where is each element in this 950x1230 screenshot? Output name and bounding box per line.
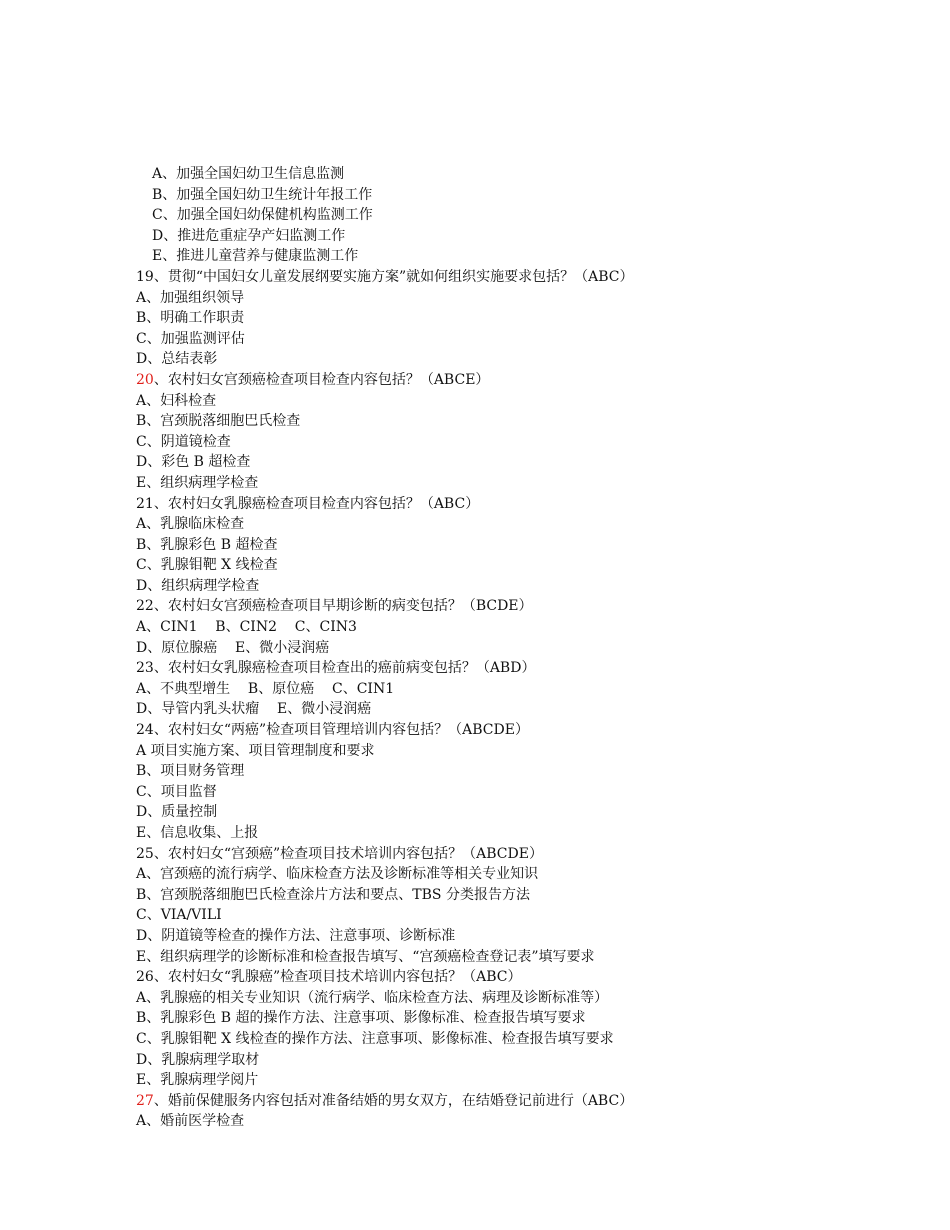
question-number: 21: [136, 495, 154, 512]
answer-option: E、乳腺病理学阅片: [136, 1072, 259, 1089]
question-line: [136, 967, 916, 988]
answer-option: A、加强组织领导: [136, 289, 245, 306]
answer-option: A、妇科检查: [136, 392, 217, 409]
answer-option: E、组织病理学的诊断标准和检查报告填写、“宫颈癌检查登记表”填写要求: [136, 948, 595, 965]
question-text: 、农村妇女“乳腺癌”检查项目技术培训内容包括？（ABC）: [153, 969, 522, 986]
answer-option: E、推进儿童营养与健康监测工作: [152, 248, 359, 265]
answer-option: A、加强全国妇幼卫生信息监测: [152, 166, 345, 182]
answer-option: D、组织病理学检查: [136, 577, 260, 594]
answer-option: B、宫颈脱落细胞巴氏检查涂片方法和要点、TBS 分类报告方法: [136, 886, 530, 903]
answer-option: D、阴道镜等检查的操作方法、注意事项、诊断标准: [136, 927, 456, 944]
answer-option: B、明确工作职责: [136, 310, 245, 327]
question-number: 26: [136, 969, 154, 986]
answer-option: A、乳腺癌的相关专业知识（流行病学、临床检查方法、病理及诊断标准等）: [136, 989, 609, 1006]
question-line: [136, 658, 916, 679]
question-line: [136, 596, 916, 617]
answer-option: A、婚前医学检查: [136, 1113, 245, 1130]
question-text: 、农村妇女乳腺癌检查项目检查出的癌前病变包括？（ABD）: [153, 660, 536, 677]
question-line: [136, 1091, 916, 1112]
answer-option: A 项目实施方案、项目管理制度和要求: [136, 742, 375, 759]
question-line: [136, 267, 916, 288]
answer-option: E、组织病理学检查: [136, 474, 259, 491]
answer-option: C、乳腺钼靶 X 线检查的操作方法、注意事项、影像标准、检查报告填写要求: [136, 1030, 614, 1047]
question-number: 22: [136, 598, 154, 615]
question-number: 24: [136, 722, 154, 739]
answer-option: B、加强全国妇幼卫生统计年报工作: [152, 186, 373, 203]
answer-option: C、项目监督: [136, 783, 217, 800]
answer-option: D、乳腺病理学取材: [136, 1051, 260, 1068]
answer-option: D、质量控制: [136, 804, 218, 821]
answer-option: D、原位腺癌 E、微小浸润癌: [136, 639, 330, 656]
answer-option: D、彩色 B 超检查: [136, 454, 251, 471]
answer-option: B、宫颈脱落细胞巴氏检查: [136, 413, 301, 430]
answer-option: D、总结表彰: [136, 351, 218, 368]
answer-option: C、加强全国妇幼保健机构监测工作: [152, 207, 373, 224]
question-number: 19: [136, 268, 154, 285]
answer-option: A、宫颈癌的流行病学、临床检查方法及诊断标准等相关专业知识: [136, 866, 539, 883]
question-number: 23: [136, 660, 154, 677]
answer-option: D、推进危重症孕产妇监测工作: [152, 227, 346, 244]
answer-option: B、项目财务管理: [136, 763, 245, 780]
document-body: [136, 164, 916, 1132]
answer-option: A、乳腺临床检查: [136, 516, 245, 533]
answer-option: C、VIA/VILI: [136, 907, 222, 924]
question-line: [136, 720, 916, 741]
question-text: 、贯彻“中国妇女儿童发展纲要实施方案”就如何组织实施要求包括？（ABC）: [153, 268, 634, 285]
answer-option: A、CIN1 B、CIN2 C、CIN3: [136, 619, 357, 636]
question-text: 、农村妇女宫颈癌检查项目早期诊断的病变包括？（BCDE）: [153, 598, 533, 615]
question-number: 25: [136, 845, 154, 862]
answer-option: E、信息收集、上报: [136, 825, 259, 841]
question-line: [136, 370, 916, 391]
question-text: 、农村妇女“宫颈癌”检查项目技术培训内容包括？（ABCDE）: [153, 845, 543, 862]
question-text: 、婚前保健服务内容包括对准备结婚的男女双方，在结婚登记前进行（ABC）: [153, 1092, 634, 1109]
answer-option: A、不典型增生 B、原位癌 C、CIN1: [136, 680, 395, 697]
answer-option: C、阴道镜检查: [136, 433, 231, 450]
question-number: 27: [136, 1092, 154, 1109]
answer-option: B、乳腺彩色 B 超的操作方法、注意事项、影像标准、检查报告填写要求: [136, 1010, 586, 1027]
answer-option: D、导管内乳头状瘤 E、微小浸润癌: [136, 701, 372, 718]
question-number: 20: [136, 371, 154, 388]
question-text: 、农村妇女“两癌”检查项目管理培训内容包括？（ABCDE）: [153, 722, 529, 739]
question-line: [136, 844, 916, 865]
question-line: [136, 494, 916, 515]
answer-option: B、乳腺彩色 B 超检查: [136, 536, 278, 553]
question-text: 、农村妇女乳腺癌检查项目检查内容包括？（ABC）: [153, 495, 480, 512]
answer-option: C、加强监测评估: [136, 330, 245, 347]
question-text: 、农村妇女宫颈癌检查项目检查内容包括？（ABCE）: [153, 371, 490, 388]
answer-option: C、乳腺钼靶 X 线检查: [136, 557, 278, 574]
